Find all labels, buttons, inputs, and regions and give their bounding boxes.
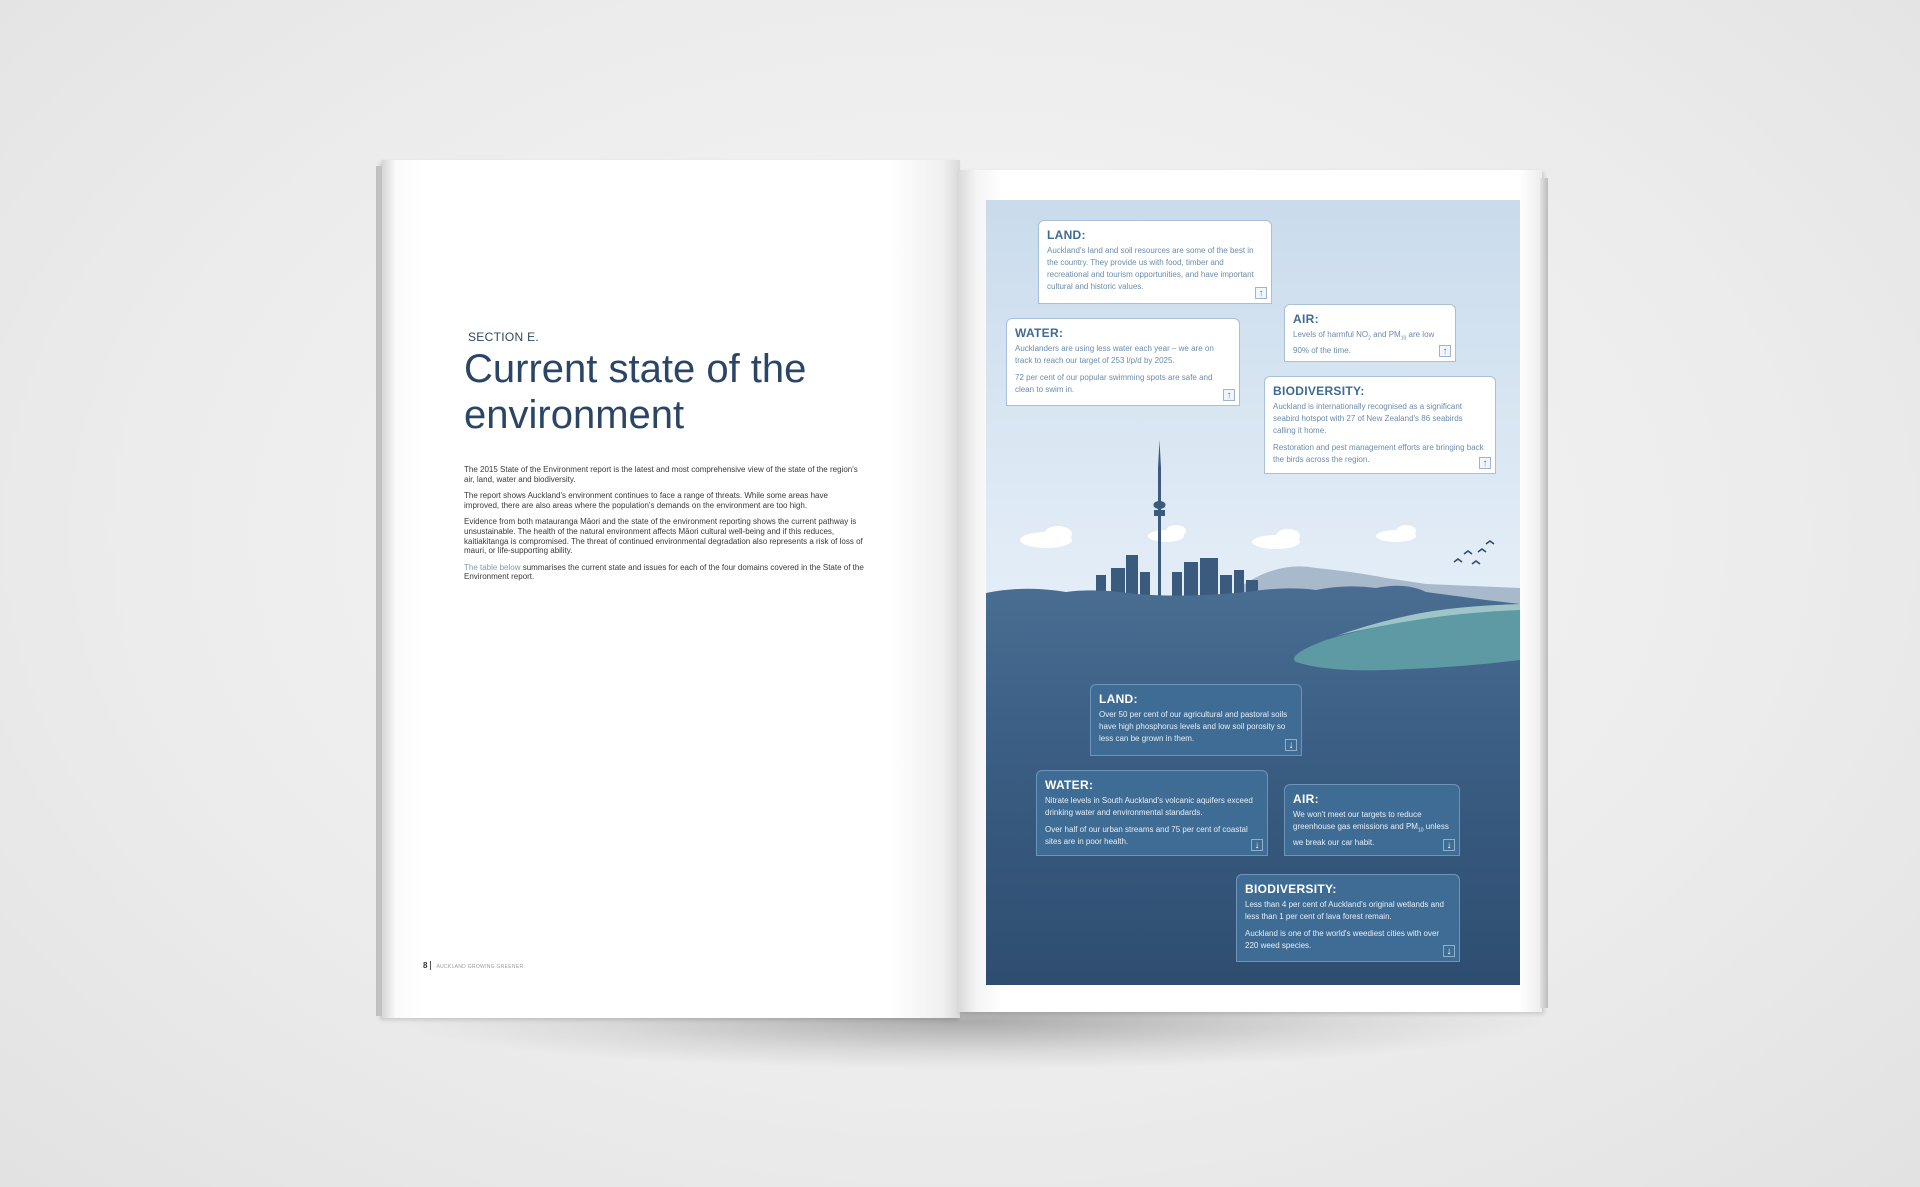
down-arrow-icon: ↓ <box>1251 839 1263 851</box>
paragraph-text: summarises the current state and issues for each of the four domains covered in the State of the Environment report. <box>464 562 864 582</box>
up-arrow-icon: ↑ <box>1439 345 1451 357</box>
negative-air-box <box>1284 784 1460 856</box>
page-title: Current state of the environment <box>464 347 807 437</box>
box-title: WATER: <box>1045 778 1094 792</box>
clouds <box>1020 525 1416 549</box>
air-text: are low 90% of the time. <box>1293 330 1435 355</box>
skyline-illustration <box>986 200 1520 985</box>
subscript: 10 <box>1400 335 1407 342</box>
box-text: Auckland is internationally recognised as a significant seabird hotspot with 27 of New Zealand's 86 seabirds calling it home. <box>1273 402 1463 435</box>
page-number: 8 <box>423 961 428 970</box>
down-arrow-icon: ↓ <box>1443 839 1455 851</box>
subscript: 10 <box>1417 827 1424 834</box>
box-text: Aucklanders are using less water each year – we are on track to reach our target of 253 l/p/d by 2025. <box>1015 344 1214 365</box>
box-title: LAND: <box>1047 228 1086 242</box>
box-text: Auckland is one of the world's weediest cities with over 220 weed species. <box>1245 929 1440 950</box>
birds <box>1454 541 1494 564</box>
down-arrow-icon: ↓ <box>1443 945 1455 957</box>
box-text: Less than 4 per cent of Auckland's original wetlands and less than 1 per cent of lava forest remain. <box>1245 900 1444 921</box>
paragraph <box>464 563 864 582</box>
positive-land-box <box>1038 220 1272 304</box>
box-text: Over half of our urban streams and 75 per cent of coastal sites are in poor health. <box>1045 825 1248 846</box>
folio <box>423 961 523 970</box>
box-title: LAND: <box>1099 692 1138 706</box>
box-text <box>1293 809 1451 849</box>
box-text: Over 50 per cent of our agricultural and pastoral soils have high phosphorus levels and low soil porosity so less can be grown in them. <box>1099 710 1288 743</box>
box-text <box>1293 329 1447 357</box>
positive-air-box <box>1284 304 1456 362</box>
box-title: AIR: <box>1293 792 1319 806</box>
paragraph: The 2015 State of the Environment report is the latest and most comprehensive view of the state of the region's air, land, water and biodiversity. <box>464 465 858 484</box>
running-title: AUCKLAND GROWING GREENER <box>436 964 524 970</box>
up-arrow-icon: ↑ <box>1255 287 1267 299</box>
down-arrow-icon: ↓ <box>1285 739 1297 751</box>
section-label: SECTION E. <box>468 330 540 344</box>
positive-water-box <box>1006 318 1240 406</box>
subscript: 2 <box>1368 335 1371 342</box>
left-page <box>382 160 960 1018</box>
table-link[interactable]: The table below <box>464 562 521 572</box>
box-title: BIODIVERSITY: <box>1273 384 1365 398</box>
box-title: WATER: <box>1015 326 1064 340</box>
box-title: AIR: <box>1293 312 1319 326</box>
box-text: Restoration and pest management efforts are bringing back the birds across the region. <box>1273 443 1484 464</box>
folio-divider <box>430 961 431 970</box>
negative-biodiversity-box <box>1236 874 1460 962</box>
paragraph: Evidence from both matauranga Māori and the state of the environment reporting shows the current pathway is unsustainable. The health of the natural environment affects Māori cultural well-being and if this reduces, kaitiakitanga is compromised. The threat of continued environmental degradation also represents a risk of loss of mauri, or life-supporting ability. <box>464 517 863 556</box>
city-skyline <box>1096 440 1258 608</box>
paragraph: The report shows Auckland's environment continues to face a range of threats. While some areas have improved, there are also areas where the population's demands on the environment are too high. <box>464 491 828 510</box>
up-arrow-icon: ↑ <box>1223 389 1235 401</box>
negative-land-box <box>1090 684 1302 756</box>
air-text: We won't meet our targets to reduce greenhouse gas emissions and PM <box>1293 810 1422 831</box>
up-arrow-icon: ↑ <box>1479 457 1491 469</box>
negative-water-box <box>1036 770 1268 856</box>
box-title: BIODIVERSITY: <box>1245 882 1337 896</box>
air-text: Levels of harmful NO <box>1293 330 1369 339</box>
body-text <box>464 465 864 589</box>
box-text: Auckland's land and soil resources are some of the best in the country. They provide us with food, timber and recreational and tourism opportunities, and have important cultural and historic values. <box>1047 246 1254 291</box>
air-text: and PM <box>1370 330 1401 339</box>
air-text: unless we break our car habit. <box>1293 822 1449 847</box>
right-page-edge <box>1540 178 1548 1008</box>
box-text: Nitrate levels in South Auckland's volcanic aquifers exceed drinking water and environmental standards. <box>1045 796 1253 817</box>
positive-biodiversity-box <box>1264 376 1496 474</box>
box-text: 72 per cent of our popular swimming spots are safe and clean to swim in. <box>1015 373 1213 394</box>
